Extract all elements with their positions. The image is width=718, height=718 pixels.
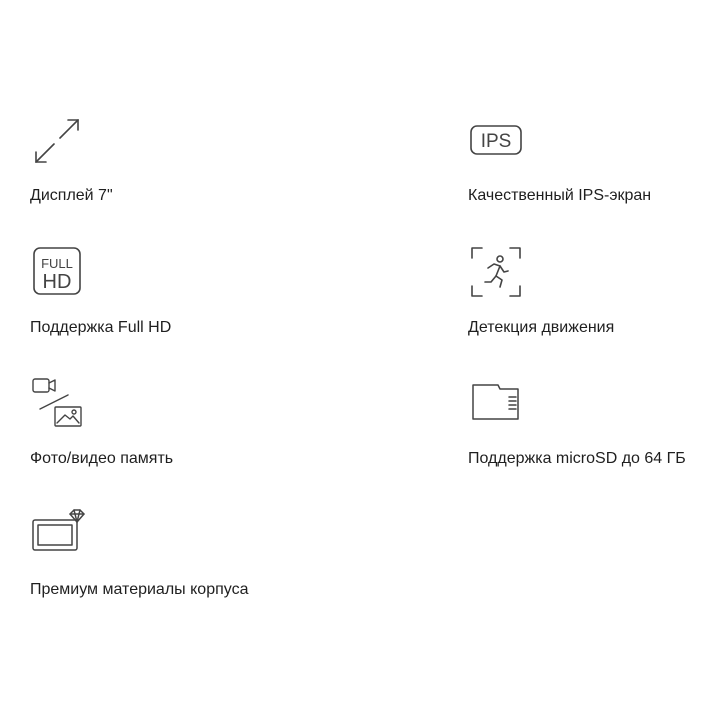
photo-video-icon bbox=[30, 375, 86, 431]
motion-detection-icon bbox=[468, 244, 524, 300]
microsd-card-icon bbox=[468, 375, 524, 431]
ips-icon-text: IPS bbox=[480, 131, 512, 152]
feature-label: Поддержка Full HD bbox=[30, 319, 172, 336]
full-hd-icon bbox=[30, 244, 86, 300]
premium-frame-icon bbox=[30, 506, 86, 562]
full-hd-icon-bottom-text: HD bbox=[42, 271, 72, 293]
feature-label: Качественный IPS-экран bbox=[468, 187, 652, 204]
feature-label: Дисплей 7" bbox=[30, 187, 113, 204]
feature-label: Фото/видео память bbox=[30, 450, 174, 467]
ips-icon bbox=[468, 112, 524, 168]
feature-label: Премиум материалы корпуса bbox=[30, 581, 249, 598]
feature-label: Детекция движения bbox=[468, 319, 615, 336]
full-hd-icon-top-text: FULL bbox=[41, 256, 73, 271]
feature-label: Поддержка microSD до 64 ГБ bbox=[468, 450, 686, 467]
expand-arrows-icon bbox=[30, 112, 86, 168]
